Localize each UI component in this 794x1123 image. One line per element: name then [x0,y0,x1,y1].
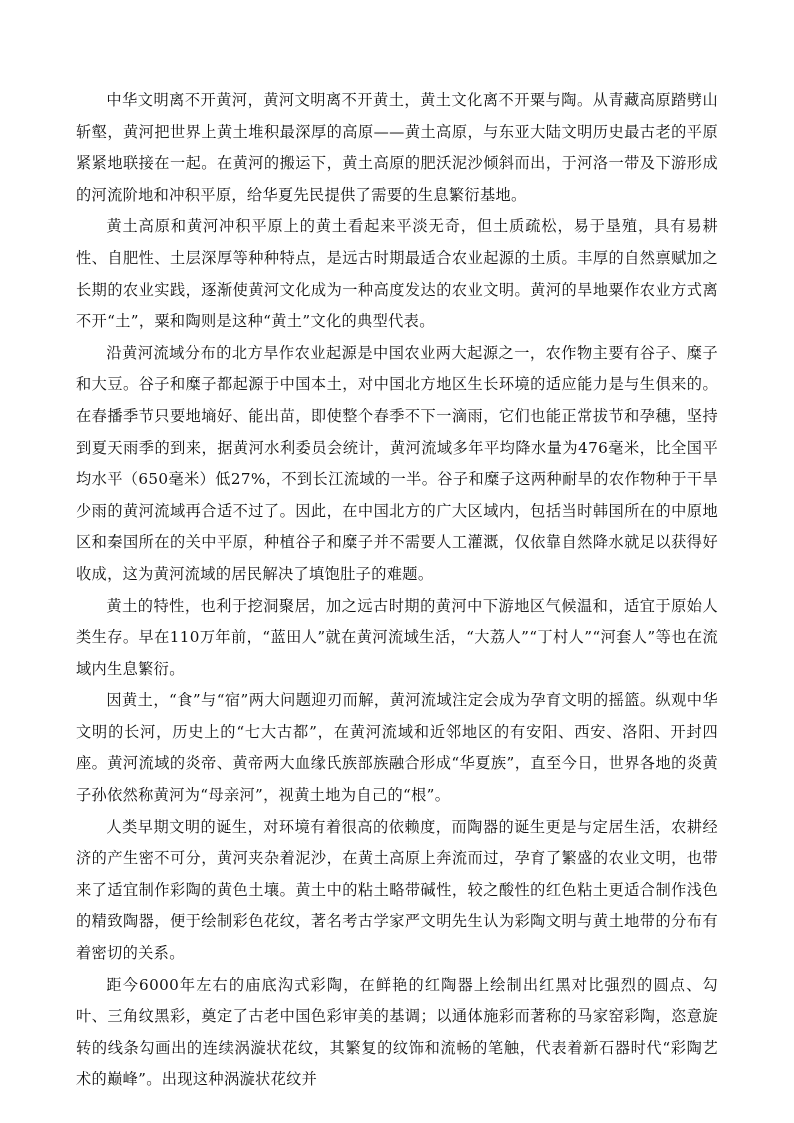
paragraph-3: 沿黄河流域分布的北方旱作农业起源是中国农业两大起源之一，农作物主要有谷子、糜子和大豆。谷子和糜子都起源于中国本土，对中国北方地区生长环境的适应能力是与生俱来的。在春播季节只要地墒好、能出苗，即使整个春季不下一滴雨，它们也能正常拔节和孕穗，坚持到夏天雨季的到来，据黄河水利委员会统计，黄河流域多年平均降水量为476毫米，比全国平均水平（650毫米）低27%，不到长江流域的一半。谷子和糜子这两种耐旱的农作物种于干旱少雨的黄河流域再合适不过了。因此，在中国北方的广大区域内，包括当时韩国所在的中原地区和秦国所在的关中平原，种植谷子和糜子并不需要人工灌溉，仅依靠自然降水就足以获得好收成，这为黄河流域的居民解决了填饱肚子的难题。 [76,343,718,583]
paragraph-2: 黄土高原和黄河冲积平原上的黄土看起来平淡无奇，但土质疏松，易于垦殖，具有易耕性、自肥性、土层深厚等种种特点，是远古时期最适合农业起源的土质。丰厚的自然禀赋加之长期的农业实践，逐渐使黄河文化成为一种高度发达的农业文明。黄河的旱地粟作农业方式离不开“土”，粟和陶则是这种“黄土”文化的典型代表。 [76,217,718,331]
paragraph-7: 距今6000年左右的庙底沟式彩陶，在鲜艳的红陶器上绘制出红黑对比强烈的圆点、勾叶、三角纹黑彩，奠定了古老中国色彩审美的基调；以通体施彩而著称的马家窑彩陶，恣意旋转的线条勾画出的连续涡漩状花纹，其繁复的纹饰和流畅的笔触，代表着新石器时代“彩陶艺术的巅峰”。出现这种涡漩状花纹并 [76,975,718,1089]
paragraph-5: 因黄土，“食”与“宿”两大问题迎刃而解，黄河流域注定会成为孕育文明的摇篮。纵观中华文明的长河，历史上的“七大古都”，在黄河流域和近邻地区的有安阳、西安、洛阳、开封四座。黄河流域的炎帝、黄帝两大血缘氏族部族融合形成“华夏族”，直至今日，世界各地的炎黄子孙依然称黄河为“母亲河”，视黄土地为自己的“根”。 [76,691,718,805]
paragraph-6: 人类早期文明的诞生，对环境有着很高的依赖度，而陶器的诞生更是与定居生活，农耕经济的产生密不可分，黄河夹杂着泥沙，在黄土高原上奔流而过，孕育了繁盛的农业文明，也带来了适宜制作彩陶的黄色土壤。黄土中的粘土略带碱性，较之酸性的红色粘土更适合制作浅色的精致陶器，便于绘制彩色花纹，著名考古学家严文明先生认为彩陶文明与黄土地带的分布有着密切的关系。 [76,817,718,963]
document-body [76,85,718,1096]
paragraph-4: 黄土的特性，也利于挖洞聚居，加之远古时期的黄河中下游地区气候温和，适宜于原始人类生存。早在110万年前，“蓝田人”就在黄河流域生活，“大荔人”“丁村人”“河套人”等也在流域内生息繁衍。 [76,596,718,678]
paragraph-1: 中华文明离不开黄河，黄河文明离不开黄土，黄土文化离不开粟与陶。从青藏高原踏劈山斩壑，黄河把世界上黄土堆积最深厚的高原——黄土高原，与东亚大陆文明历史最古老的平原紧紧地联接在一起。在黄河的搬运下，黄土高原的肥沃泥沙倾斜而出，于河洛一带及下游形成的河流阶地和冲积平原，给华夏先民提供了需要的生息繁衍基地。 [76,91,718,204]
